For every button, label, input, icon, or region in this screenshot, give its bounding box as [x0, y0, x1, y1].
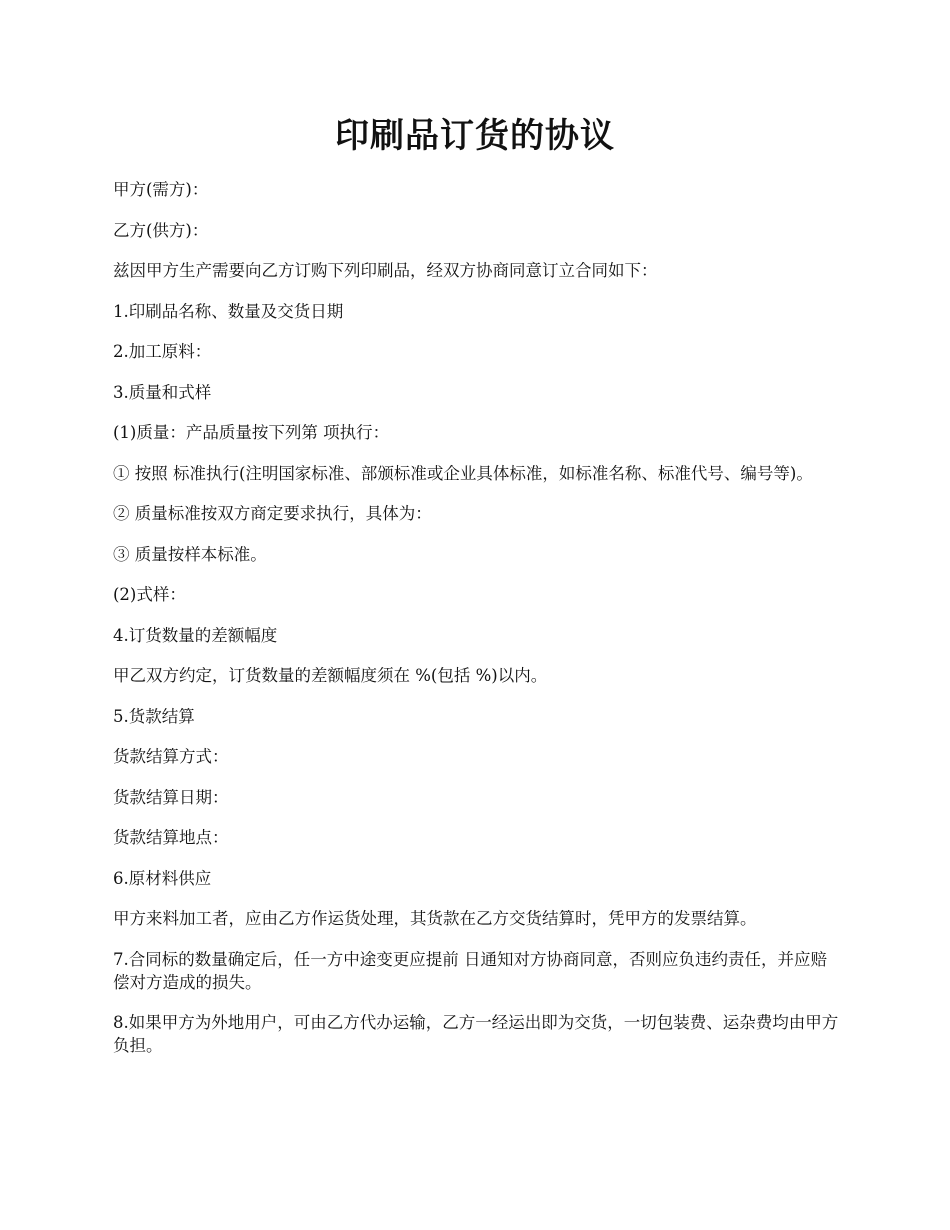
clause-1-heading: 1.印刷品名称、数量及交货日期 [113, 301, 344, 321]
preamble-paragraph: 兹因甲方生产需要向乙方订购下列印刷品，经双方协商同意订立合同如下： [113, 261, 658, 280]
quality-option-2: ② 质量标准按双方商定要求执行，具体为： [113, 504, 432, 523]
clause-3-1-quality: (1)质量：产品质量按下列第 项执行： [113, 423, 390, 442]
clause-2-heading: 2.加工原料： [113, 342, 212, 361]
party-a-line: 甲方(需方)： [113, 180, 209, 199]
payment-place-line: 货款结算地点： [113, 828, 229, 847]
document-body [113, 178, 839, 1075]
quality-option-1: ① 按照 标准执行(注明国家标准、部颁标准或企业具体标准，如标准名称、标准代号、编号等)。 [113, 463, 813, 483]
clause-4-text: 甲乙双方约定，订货数量的差额幅度须在 %(包括 %)以内。 [113, 666, 548, 685]
clause-7-text: 7.合同标的数量确定后，任一方中途变更应提前 日通知对方协商同意，否则应负违约责任，并应赔偿对方造成的损失。 [113, 949, 827, 992]
quality-option-3: ③ 质量按样本标准。 [113, 544, 267, 564]
clause-3-2-style: (2)式样： [113, 585, 186, 604]
document-title: 印刷品订货的协议 [335, 116, 615, 156]
payment-date-line: 货款结算日期： [113, 787, 229, 807]
party-b-line: 乙方(供方)： [113, 220, 209, 240]
payment-method-line: 货款结算方式： [113, 747, 229, 766]
clause-3-heading: 3.质量和式样 [113, 382, 212, 402]
clause-4-heading: 4.订货数量的差额幅度 [113, 625, 278, 645]
clause-5-heading: 5.货款结算 [113, 706, 195, 726]
clause-6-text: 甲方来料加工者，应由乙方作运货处理，其货款在乙方交货结算时，凭甲方的发票结算。 [113, 909, 757, 928]
clause-8-text: 8.如果甲方为外地用户，可由乙方代办运输，乙方一经运出即为交货，一切包装费、运杂费均由甲方负担。 [113, 1013, 839, 1055]
clause-6-heading: 6.原材料供应 [113, 868, 212, 888]
